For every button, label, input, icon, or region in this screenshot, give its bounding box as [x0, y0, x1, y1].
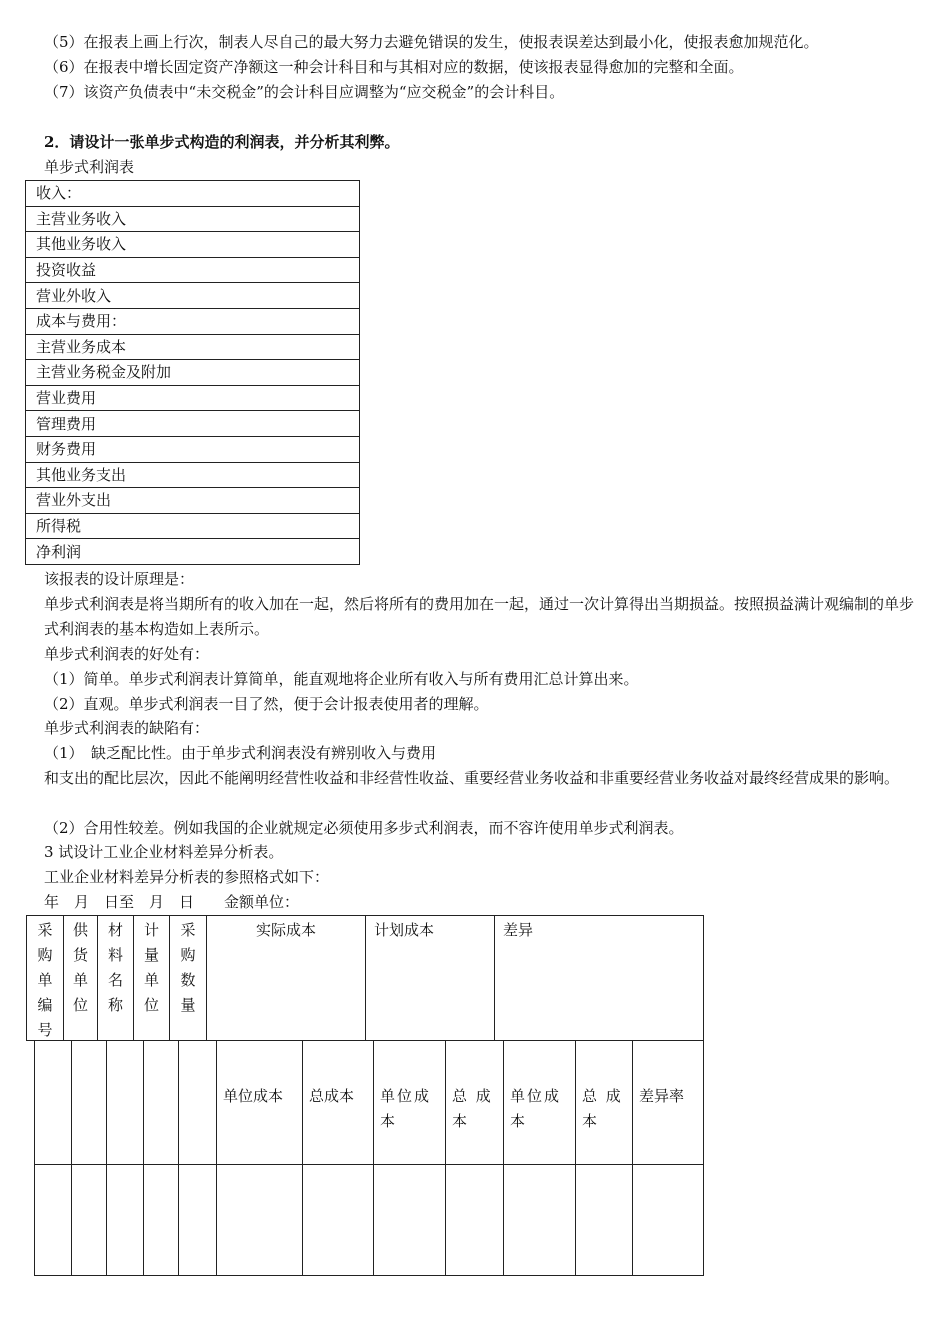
- advantages-label: 单步式利润表的好处有：: [44, 645, 210, 663]
- table-cell: [71, 1040, 107, 1165]
- table-cell: [143, 1040, 179, 1165]
- table-cell: [106, 1040, 144, 1165]
- table-cell: [178, 1040, 217, 1165]
- table-row: [26, 436, 360, 462]
- header-difference: 差异: [494, 915, 704, 1041]
- table-row: [26, 257, 360, 283]
- table-row: [26, 360, 360, 386]
- header-material-name: 材 料 名 称: [97, 915, 134, 1041]
- list-item-6: （6）在报表中增长固定资产净额这一种会计科目和与其相对应的数据，使该报表显得愈加的完整和全面。: [44, 58, 744, 76]
- table-row: [26, 385, 360, 411]
- table-cell: 财务费用: [26, 436, 360, 462]
- table-row: [26, 513, 360, 539]
- header-planned-cost: 计划成本: [365, 915, 495, 1041]
- table-cell: [178, 1164, 217, 1276]
- table-row: [26, 488, 360, 514]
- table-row: [26, 462, 360, 488]
- table-cell: [34, 1164, 72, 1276]
- sub-diff-total-cost: 总 成本: [575, 1040, 633, 1165]
- disadvantage-1-start: （1） 缺乏配比性。由于单步式利润表没有辨别收入与费用: [44, 744, 437, 762]
- table-cell: 营业费用: [26, 385, 360, 411]
- sub-planned-total-cost: 总 成本: [445, 1040, 504, 1165]
- list-item-7: （7）该资产负债表中“未交税金”的会计科目应调整为“应交税金”的会计科目。: [44, 83, 565, 101]
- table-cell: 收入：: [26, 181, 360, 207]
- advantage-1: （1）简单。单步式利润表计算简单，能直观地将企业所有收入与所有费用汇总计算出来。: [44, 670, 639, 688]
- table-row: [26, 308, 360, 334]
- table-cell: 主营业务收入: [26, 206, 360, 232]
- table-row: [26, 232, 360, 258]
- single-step-income-table: [25, 180, 360, 565]
- variance-table-intro: 工业企业材料差异分析表的参照格式如下：: [44, 868, 330, 886]
- table-cell: [632, 1164, 704, 1276]
- disadvantage-2: （2）合用性较差。例如我国的企业就规定必须使用多步式利润表，而不容许使用单步式利润表。: [44, 819, 684, 837]
- header-actual-cost: 实际成本: [206, 915, 366, 1041]
- table-cell: 营业外收入: [26, 283, 360, 309]
- table-cell: 其他业务支出: [26, 462, 360, 488]
- advantage-2: （2）直观。单步式利润表一目了然，便于会计报表使用者的理解。: [44, 695, 489, 713]
- sub-actual-total-cost: 总成本: [302, 1040, 374, 1165]
- table-cell: 投资收益: [26, 257, 360, 283]
- table-cell: [445, 1164, 504, 1276]
- table-cell: 管理费用: [26, 411, 360, 437]
- table-row: [26, 283, 360, 309]
- disadvantage-1-cont: 和支出的配比层次，因此不能阐明经营性收益和非经营性收益、重要经营业务收益和非重要经营业务收益对最终经营成果的影响。: [44, 769, 900, 787]
- table-cell: 其他业务收入: [26, 232, 360, 258]
- table-cell: [34, 1040, 72, 1165]
- question-2-heading: 2．请设计一张单步式构造的利润表，并分析其利弊。: [44, 133, 400, 151]
- table-row: [26, 411, 360, 437]
- principle-text: 单步式利润表是将当期所有的收入加在一起，然后将所有的费用加在一起，通过一次计算得出当期损益。按照损益满计观编制的单步式利润表的基本构造如上表所示。: [44, 595, 915, 638]
- header-quantity: 采 购 数 量: [169, 915, 207, 1041]
- table-cell: [575, 1164, 633, 1276]
- table-row: [26, 334, 360, 360]
- table-cell: 净利润: [26, 539, 360, 565]
- header-unit: 计 量 单 位: [133, 915, 170, 1041]
- table-cell: [143, 1164, 179, 1276]
- table-cell: [373, 1164, 446, 1276]
- table-cell: [503, 1164, 576, 1276]
- principle-label: 该报表的设计原理是：: [44, 570, 195, 588]
- table-row: [26, 539, 360, 565]
- table-cell: 主营业务税金及附加: [26, 360, 360, 386]
- table-cell: [216, 1164, 303, 1276]
- disadvantages-label: 单步式利润表的缺陷有：: [44, 719, 210, 737]
- date-line: 年 月 日至 月 日 金额单位：: [44, 893, 300, 911]
- table-cell: 主营业务成本: [26, 334, 360, 360]
- question-3-heading: 3 试设计工业企业材料差异分析表。: [44, 843, 284, 861]
- income-table-title: 单步式利润表: [44, 158, 135, 176]
- table-cell: [106, 1164, 144, 1276]
- table-cell: [71, 1164, 107, 1276]
- sub-diff-rate: 差异率: [632, 1040, 704, 1165]
- table-cell: 营业外支出: [26, 488, 360, 514]
- table-cell: 成本与费用：: [26, 308, 360, 334]
- list-item-5: （5）在报表上画上行次，制表人尽自己的最大努力去避免错误的发生，使报表误差达到最小化，使报表愈加规范化。: [44, 33, 819, 51]
- sub-planned-unit-cost: 单位成本: [373, 1040, 446, 1165]
- table-row: [26, 181, 360, 207]
- sub-actual-unit-cost: 单位成本: [216, 1040, 303, 1165]
- header-supplier: 供 货 单 位: [63, 915, 98, 1041]
- sub-diff-unit-cost: 单位成本: [503, 1040, 576, 1165]
- table-cell: [302, 1164, 374, 1276]
- header-purchase-no: 采 购 单 编 号: [26, 915, 64, 1041]
- table-row: [26, 206, 360, 232]
- table-cell: 所得税: [26, 513, 360, 539]
